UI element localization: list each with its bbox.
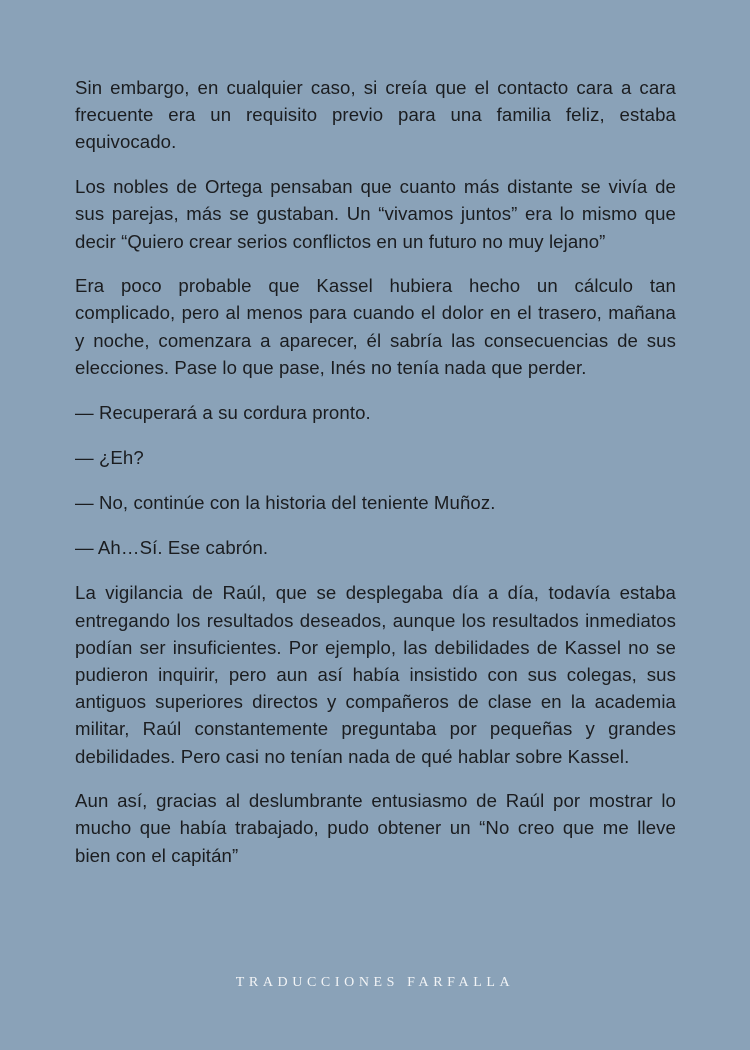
dialogue-line: — Recuperará a su cordura pronto. <box>75 401 371 423</box>
paragraph: Aun así, gracias al deslumbrante entusiasmo de Raúl por mostrar lo mucho que había trabajado, pudo obtener un “No creo que me lleve bien con el capitán” <box>75 790 676 866</box>
footer-credit: TRADUCCIONES FARFALLA <box>235 975 515 990</box>
paragraph: La vigilancia de Raúl, que se desplegaba día a día, todavía estaba entregando los resultados deseados, aunque los resultados inmediatos podían ser insuficientes. Por ejemplo, las debilidades de Kassel no se pudieron inquirir, pero aun así había insistido con sus colegas, sus antiguos superiores directos y compañeros de clase en la academia militar, Raúl constantemente preguntaba por pequeñas y grandes debilidades. Pero casi no tenían nada de qué hablar sobre Kassel. <box>75 582 676 767</box>
paragraph: Sin embargo, en cualquier caso, si creía que el contacto cara a cara frecuente era un requisito previo para una familia feliz, estaba equivocado. <box>75 77 676 153</box>
dialogue-line: — Ah…Sí. Ese cabrón. <box>75 537 269 559</box>
paragraph: Era poco probable que Kassel hubiera hecho un cálculo tan complicado, pero al menos para cuando el dolor en el trasero, mañana y noche, comenzara a aparecer, él sabría las consecuencias de sus elecciones. Pase lo que pase, Inés no tenía nada que perder. <box>75 275 676 378</box>
page-body <box>75 74 676 886</box>
paragraph: Los nobles de Ortega pensaban que cuanto más distante se vivía de sus parejas, más se gustaban. Un “vivamos juntos” era lo mismo que decir “Quiero crear serios conflictos en un futuro no muy lejano” <box>75 176 676 252</box>
dialogue-line: — No, continúe con la historia del teniente Muñoz. <box>75 491 496 513</box>
dialogue-line: — ¿Eh? <box>75 446 144 468</box>
